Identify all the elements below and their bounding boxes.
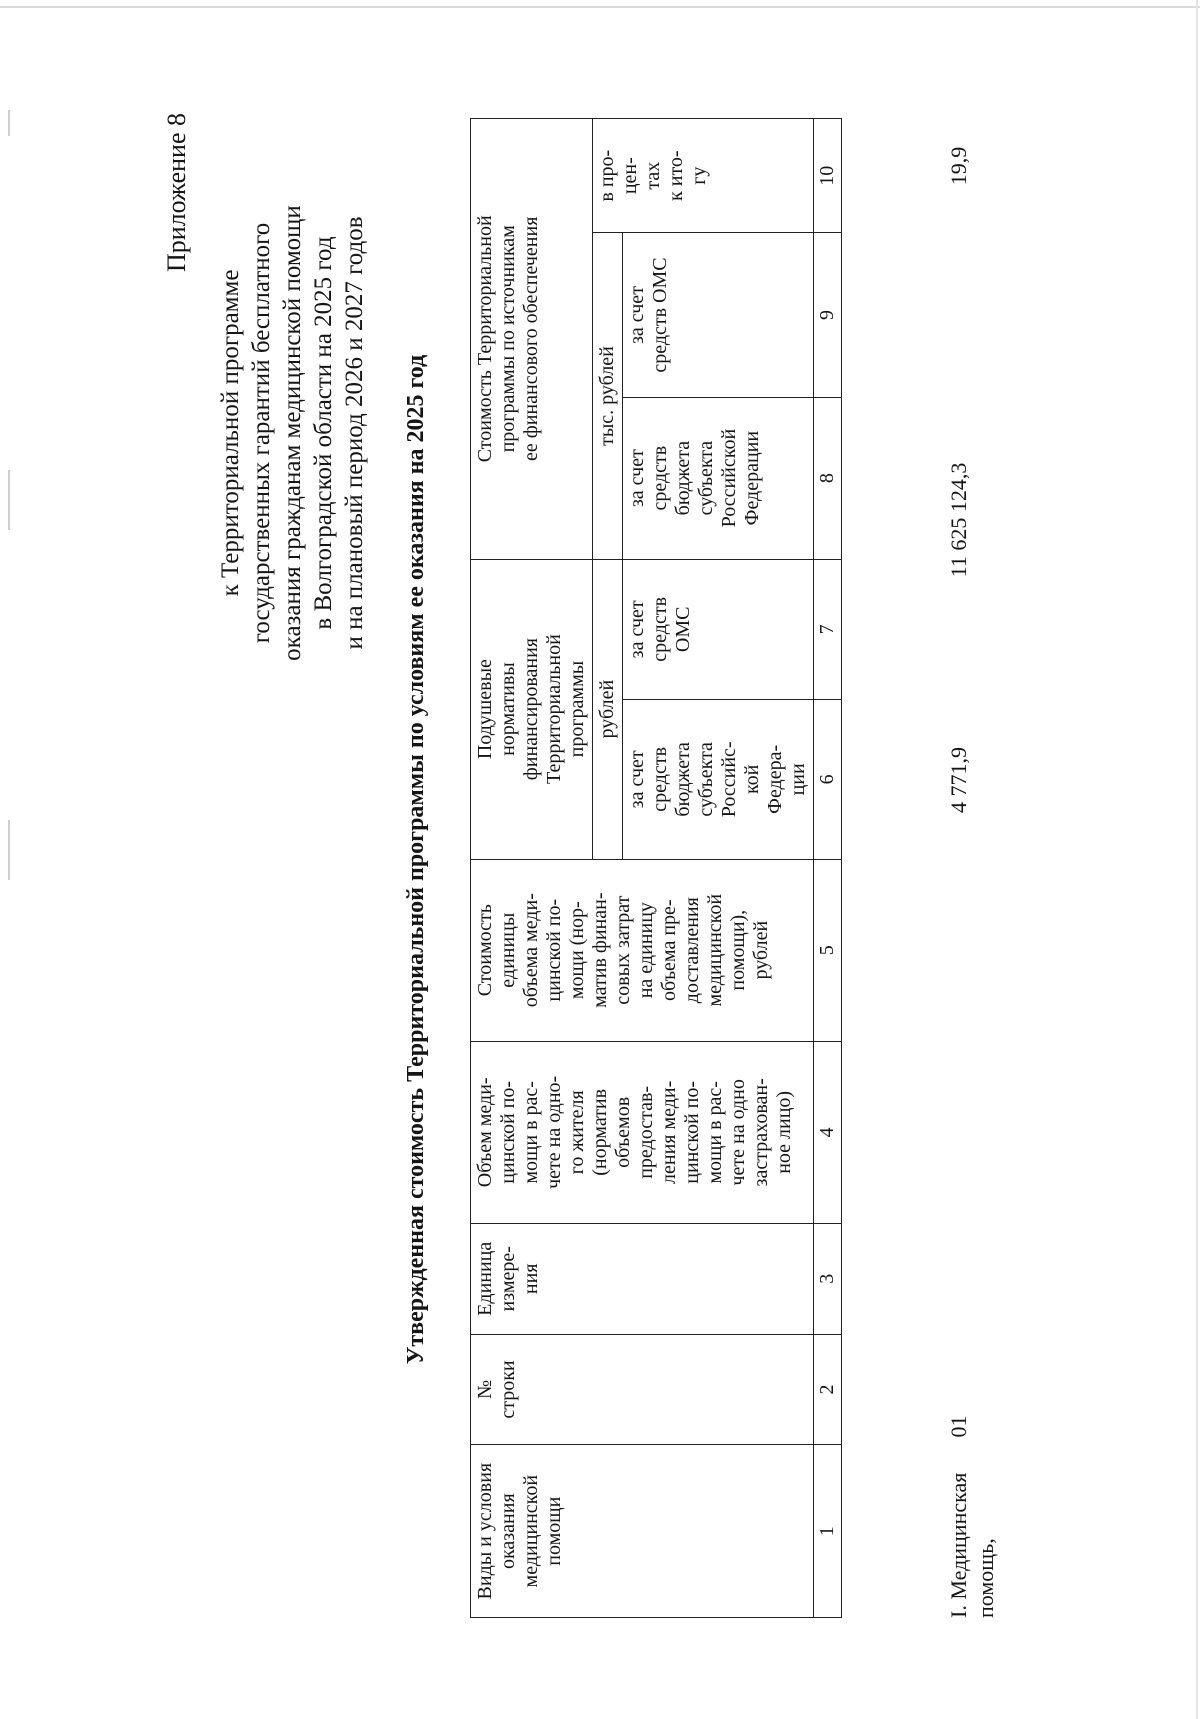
column-number: 10 — [814, 119, 842, 233]
column-number: 5 — [814, 859, 842, 1041]
appendix-line: оказания гражданам медицинской помощи — [279, 205, 306, 661]
row-cost-budget: 11 625 124,3 — [946, 462, 971, 578]
header-oms-cost: за счет средств ОМС — [623, 233, 814, 397]
header-row-number: № строки — [471, 1334, 814, 1445]
appendix-subtitle — [215, 113, 370, 753]
header-oms-percapita: за счет средств ОМС — [623, 559, 814, 699]
header-unit: Единица измере- ния — [471, 1223, 814, 1334]
row-per-capita-budget: 4 771,9 — [946, 747, 971, 813]
header-percent: в про- цен- тах к ито- гу — [593, 119, 814, 233]
column-number: 7 — [814, 559, 842, 699]
column-number: 3 — [814, 1223, 842, 1334]
row-name: I. Медицинская помощь, — [946, 1472, 998, 1618]
appendix-line: и на плановый период 2026 и 2027 годов — [341, 216, 368, 650]
appendix-line: к Территориальной программе — [217, 269, 244, 597]
column-number: 9 — [814, 233, 842, 397]
appendix-title: Приложение 8 — [162, 113, 191, 273]
header-kinds: Виды и условия оказания медицинской помощи — [471, 1445, 814, 1618]
header-unit-cost: Стоимость единицы объема меди- цинской по- мощи (нор- матив финан- совых затрат на единицу объема пре- доставления медицинской помощи), рублей — [471, 859, 814, 1041]
appendix-line: в Волгоградской области на 2025 год — [310, 236, 337, 630]
cost-table — [470, 118, 842, 1618]
column-number: 8 — [814, 397, 842, 559]
column-number: 4 — [814, 1041, 842, 1223]
table-row — [945, 0, 1025, 1719]
header-budget-percapita: за счет средств бюджета субъекта Российс- кой Федера- ции — [623, 700, 814, 860]
row-line-number: 01 — [946, 1415, 971, 1438]
column-number: 1 — [814, 1445, 842, 1618]
header-program-cost: Стоимость Территориальной программы по источникам ее финансового обеспечения — [471, 119, 593, 560]
row-percent: 19,9 — [946, 146, 971, 186]
header-row — [471, 119, 593, 1618]
header-budget-cost: за счет средств бюджета субъекта Российской Федерации — [623, 397, 814, 559]
column-number: 2 — [814, 1334, 842, 1445]
appendix-line: государственных гарантий бесплатного — [248, 222, 275, 644]
header-unit-rub: рублей — [593, 559, 623, 859]
header-volume: Объем меди- цинской по- мощи в рас- чете на одно- го жителя (норматив объемов предостав- ления меди- цинской по- мощи в рас- чете на одно застрахован- ное лицо) — [471, 1041, 814, 1223]
header-per-capita: Подушевые нормативы финансирования Территориальной программы — [471, 559, 593, 859]
column-number: 6 — [814, 700, 842, 860]
header-unit-thous: тыс. рублей — [593, 233, 623, 559]
column-numbers-row — [814, 119, 842, 1618]
document-title: Утвержденная стоимость Территориальной программы по условиям ее оказания на 2025 год — [403, 354, 429, 1365]
